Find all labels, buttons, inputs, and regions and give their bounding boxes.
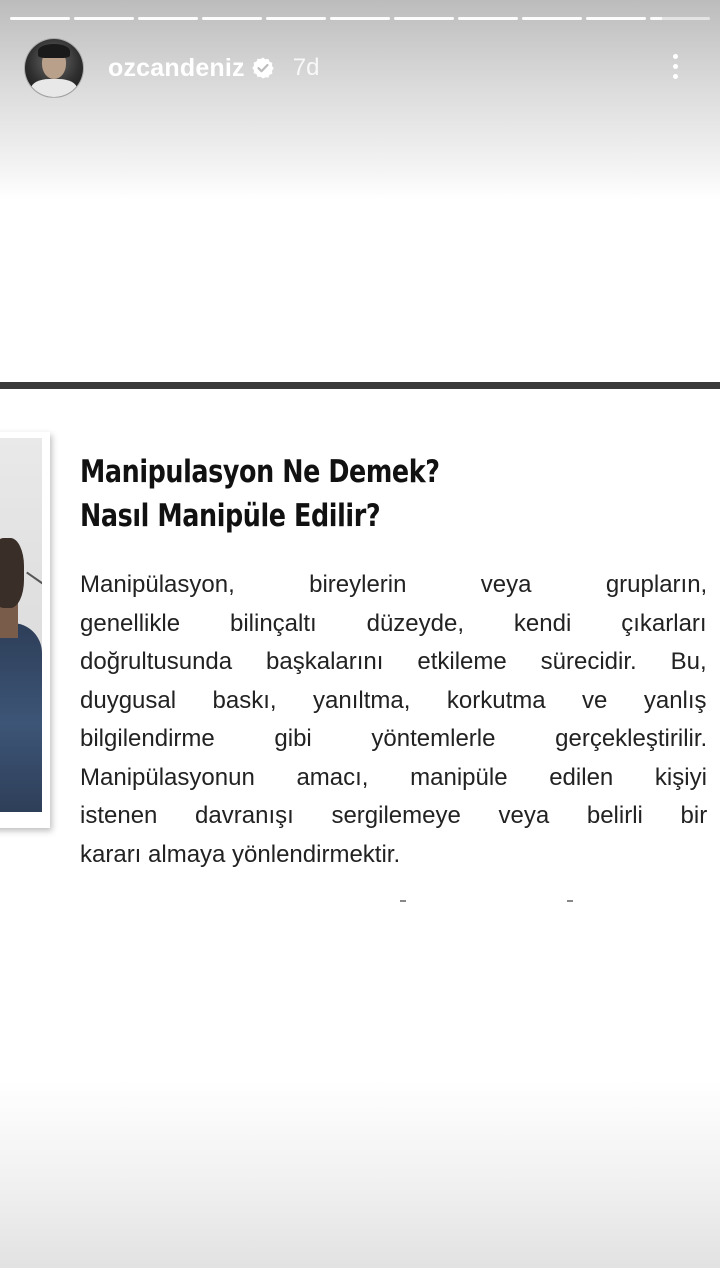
progress-segment <box>74 17 134 20</box>
progress-segment <box>10 17 70 20</box>
photo-frame <box>0 432 50 828</box>
story-header <box>24 38 319 98</box>
progress-segment-current <box>650 17 710 20</box>
article-body-line: bilgilendirme gibi yöntemlerle gerçekleştirilir. <box>80 725 708 752</box>
more-dot <box>673 74 678 79</box>
article-title-line: Nasıl Manipüle Edilir? <box>80 498 381 534</box>
photo-head <box>0 538 24 608</box>
verified-badge-icon <box>251 56 275 80</box>
article-body-line: kararı almaya yönlendirmektir. <box>80 840 401 868</box>
username[interactable]: ozcandeniz <box>108 53 245 82</box>
more-options-button[interactable] <box>660 46 690 86</box>
progress-segment <box>330 17 390 20</box>
stray-mark <box>567 900 573 902</box>
article-title <box>80 450 703 538</box>
photo-cable <box>26 572 42 591</box>
article-body-line: Manipülasyonun amacı, manipüle edilen kişiyi <box>80 763 707 791</box>
photo-jacket <box>0 623 42 812</box>
progress-segment <box>266 17 326 20</box>
progress-segment <box>394 17 454 20</box>
article-content <box>80 450 707 874</box>
progress-segment <box>458 17 518 20</box>
article-body-line: Manipülasyon, bireylerin veya grupların, <box>80 571 708 598</box>
article-body-line: duygusal baskı, yanıltma, korkutma ve yanlış <box>80 686 707 714</box>
article-body <box>80 566 707 874</box>
article-title-line: Manipulasyon Ne Demek? <box>80 454 440 490</box>
progress-segment <box>202 17 262 20</box>
person-photo <box>0 438 42 812</box>
article-body-line: genellikle bilinçaltı düzeyde, kendi çıkarları <box>80 609 707 637</box>
avatar-shirt <box>31 79 77 98</box>
top-gradient-overlay <box>0 0 720 200</box>
bottom-gradient-overlay <box>0 1080 720 1268</box>
post-time: 7d <box>292 54 320 81</box>
progress-segment <box>522 17 582 20</box>
stray-mark <box>400 900 406 902</box>
progress-segment <box>138 17 198 20</box>
article-body-line: doğrultusunda başkalarını etkileme sürecidir. Bu, <box>80 648 707 675</box>
avatar-hair <box>38 44 70 58</box>
article-body-line: istenen davranışı sergilemeye veya belirli bir <box>80 802 708 829</box>
more-dot <box>673 64 678 69</box>
avatar[interactable] <box>24 38 84 98</box>
progress-segment <box>586 17 646 20</box>
story-progress-bar <box>10 17 710 20</box>
image-top-border <box>0 382 720 389</box>
more-vertical-icon <box>673 54 678 59</box>
